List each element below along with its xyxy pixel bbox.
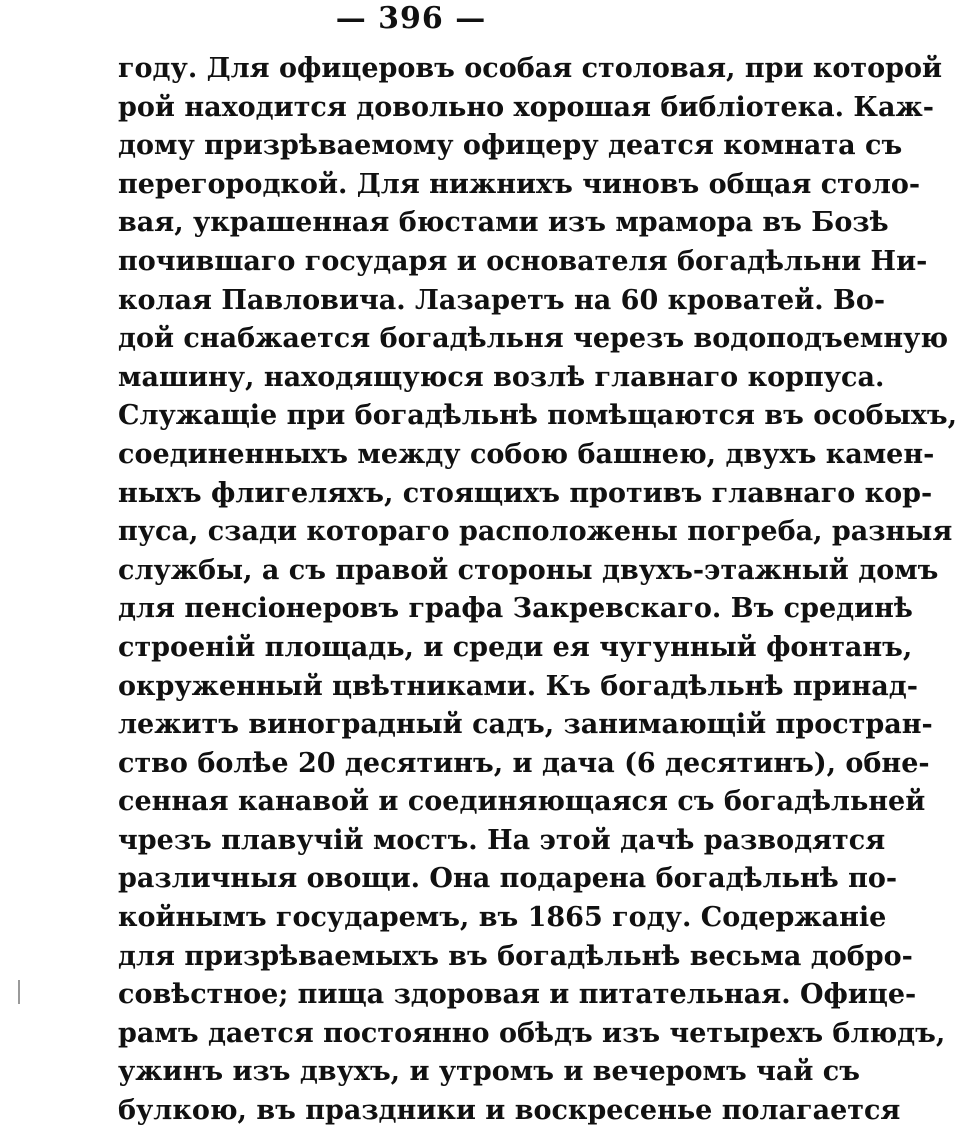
text-line: ныхъ флигеляхъ, стоящихъ противъ главнаго кор-: [118, 477, 933, 509]
text-line: рамъ дается постоянно обѣдъ изъ четырехъ блюдъ,: [118, 1017, 946, 1049]
text-line: дому призрѣваемому офицеру деатся комната съ: [118, 130, 903, 162]
text-line: ужинъ изъ двухъ, и утромъ и вечеромъ чай съ: [118, 1056, 860, 1088]
text-line: Служащіе при богадѣльнѣ помѣщаются въ особыхъ,: [118, 400, 957, 432]
text-line: совѣстное; пища здоровая и питательная. Офице-: [118, 979, 917, 1011]
text-line: для пенсіонеровъ графа Закревскаго. Въ срединѣ: [118, 593, 913, 625]
margin-mark: [18, 980, 20, 1004]
text-line: рой находится довольно хорошая библіотека. Каж-: [118, 91, 934, 123]
text-line: строеній площадь, и среди ея чугунный фонтанъ,: [118, 631, 913, 663]
text-line: лежитъ виноградный садъ, занимающій простран-: [118, 709, 933, 741]
text-line: колая Павловича. Лазаретъ на 60 кроватей. Во-: [118, 284, 886, 316]
text-line: дой снабжается богадѣльня черезъ водоподъемную: [118, 323, 949, 355]
text-line: пуса, сзади котораго расположены погреба, разныя: [118, 516, 953, 548]
page-number: — 396 —: [335, 1, 487, 36]
text-line: машину, находящуюся возлѣ главнаго корпуса.: [118, 361, 885, 393]
text-line: ство болѣе 20 десятинъ, и дача (6 десятинъ), обне-: [118, 747, 930, 779]
text-line: году. Для офицеровъ особая столовая, при которой: [118, 53, 943, 84]
text-line: булкою, въ праздники и воскресенье полагается: [118, 1095, 901, 1127]
text-line: соединенныхъ между собою башнею, двухъ камен-: [118, 438, 935, 470]
text-line: койнымъ государемъ, въ 1865 году. Содержаніе: [118, 902, 887, 934]
text-line: службы, а съ правой стороны двухъ-этажный домъ: [118, 554, 939, 586]
text-line: чрезъ плавучій мостъ. На этой дачѣ разводятся: [118, 824, 886, 856]
text-line: окруженный цвѣтниками. Къ богадѣльнѣ принад-: [118, 670, 918, 702]
text-line: сенная канавой и соединяющаяся съ богадѣльней: [118, 786, 926, 818]
text-line: различныя овощи. Она подарена богадѣльнѣ по-: [118, 863, 898, 895]
text-line: перегородкой. Для нижнихъ чиновъ общая столо-: [118, 168, 921, 200]
text-line: для призрѣваемыхъ въ богадѣльнѣ весьма добро-: [118, 940, 913, 972]
text-line: почившаго государя и основателя богадѣльни Ни-: [118, 245, 928, 277]
text-line: вая, украшенная бюстами изъ мрамора въ Бозѣ: [118, 207, 889, 239]
body-text: [118, 50, 957, 1131]
